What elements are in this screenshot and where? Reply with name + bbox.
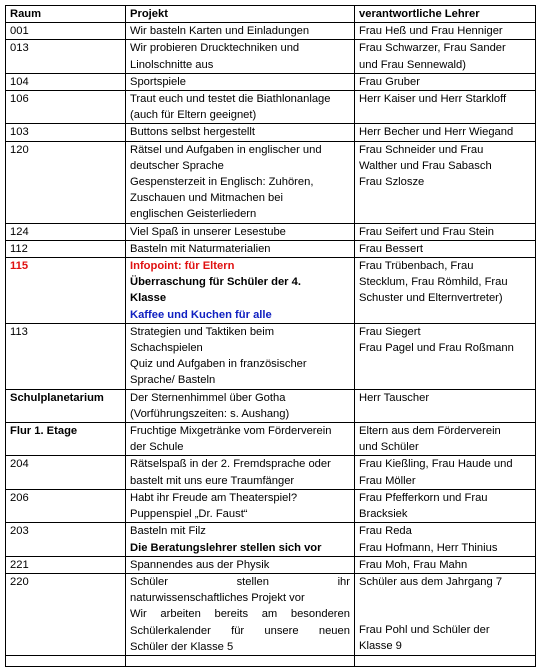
cell-lehrer — [355, 423, 536, 456]
table-row — [6, 23, 536, 40]
text-line: Bracksiek — [359, 508, 408, 521]
cell-lehrer — [355, 389, 536, 422]
text-line: bastelt mit uns eure Traumfänger — [130, 474, 295, 487]
table-row — [6, 141, 536, 223]
cell-projekt — [126, 40, 355, 73]
text-line: Quiz und Aufgaben in französischer — [130, 358, 307, 371]
table-row — [6, 489, 536, 522]
justified-line — [130, 606, 350, 622]
cell-projekt — [126, 523, 355, 556]
table-row — [6, 556, 536, 573]
text-line: Frau Szlosze — [359, 176, 425, 189]
cell-projekt — [126, 423, 355, 456]
text-line: Frau Pagel und Frau Roßmann — [359, 342, 514, 355]
table-row — [6, 40, 536, 73]
text-line: Puppenspiel „Dr. Faust“ — [130, 508, 248, 521]
cell-projekt — [126, 223, 355, 240]
table-row — [6, 423, 536, 456]
cell-lehrer — [355, 91, 536, 124]
cell-lehrer — [355, 523, 536, 556]
text-line: Traut euch und testet die Biathlonanlage — [130, 93, 331, 106]
cell-raum: 115 — [6, 258, 126, 324]
cell-lehrer — [355, 240, 536, 257]
text-line: Rätsel und Aufgaben in englischer und — [130, 143, 322, 156]
text-line: Frau Möller — [359, 474, 416, 487]
table-row-partial — [6, 655, 536, 666]
text-line: Habt ihr Freude am Theaterspiel? — [130, 491, 298, 504]
text-line: Viel Spaß in unserer Lesestube — [130, 225, 286, 238]
cell-lehrer — [355, 124, 536, 141]
header-row — [6, 6, 536, 23]
justified-line — [130, 574, 350, 590]
text-line: Die Beratungslehrer stellen sich vor — [130, 541, 322, 554]
cell-projekt — [126, 456, 355, 489]
header-raum: Raum — [6, 6, 126, 23]
text-line: deutscher Sprache — [130, 159, 224, 172]
word: Wir — [130, 608, 147, 621]
cell-raum: 106 — [6, 91, 126, 124]
text-line: Sportspiele — [130, 75, 186, 88]
text-line: Klasse — [130, 292, 167, 305]
cell-projekt — [126, 124, 355, 141]
justified-line — [130, 623, 350, 639]
text-line: Walther und Frau Sabasch — [359, 159, 492, 172]
text-line: Überraschung für Schüler der 4. — [130, 276, 301, 289]
text-line: Kaffee und Kuchen für alle — [130, 308, 272, 321]
text-line: Spannendes aus der Physik — [130, 558, 270, 571]
cell-raum: 221 — [6, 556, 126, 573]
table-row — [6, 73, 536, 90]
text-line: Sprache/ Basteln — [130, 374, 216, 387]
text-line: Schüler aus dem Jahrgang 7 — [359, 575, 503, 588]
table-row — [6, 523, 536, 556]
cell-lehrer — [355, 23, 536, 40]
text-line: Eltern aus dem Förderverein — [359, 425, 501, 438]
text-line: Buttons selbst hergestellt — [130, 126, 255, 139]
cell-lehrer — [355, 556, 536, 573]
table-row — [6, 240, 536, 257]
table-row — [6, 456, 536, 489]
cell-raum: 013 — [6, 40, 126, 73]
cell-raum: Flur 1. Etage — [6, 423, 126, 456]
word: neuen — [318, 624, 350, 637]
cell-lehrer — [355, 323, 536, 389]
spacer — [359, 590, 531, 606]
cell-lehrer — [355, 456, 536, 489]
word: besonderen — [290, 608, 350, 621]
text-line: Herr Kaiser und Herr Starkloff — [359, 93, 507, 106]
text-line: Frau Schwarzer, Frau Sander — [359, 42, 506, 55]
text-line: Frau Reda — [359, 525, 412, 538]
table-row — [6, 258, 536, 324]
text-line: Zuschauen und Mitmachen bei — [130, 192, 283, 205]
word: arbeiten — [160, 608, 201, 621]
text-line: der Schule — [130, 441, 184, 454]
cell-raum: 113 — [6, 323, 126, 389]
cell-raum: 103 — [6, 124, 126, 141]
text-line: Frau Pohl und Schüler der — [359, 624, 490, 637]
spacer — [359, 606, 531, 622]
cell-projekt — [126, 258, 355, 324]
header-projekt: Projekt — [126, 6, 355, 23]
cell-raum: 104 — [6, 73, 126, 90]
cell-projekt — [126, 240, 355, 257]
cell-raum: 206 — [6, 489, 126, 522]
word: am — [261, 608, 278, 621]
text-line: naturwissenschaftliches Projekt vor — [130, 592, 305, 605]
table-row — [6, 91, 536, 124]
cell-projekt — [126, 73, 355, 90]
text-line: Frau Heß und Frau Henniger — [359, 25, 503, 38]
text-line: Infopoint: für Eltern — [130, 260, 235, 273]
cell-projekt — [126, 556, 355, 573]
document-page — [5, 5, 535, 667]
text-line: Frau Gruber — [359, 75, 420, 88]
text-line: englischen Geisterliedern — [130, 208, 257, 221]
text-line: Frau Siegert — [359, 325, 421, 338]
text-line: Wir basteln Karten und Einladungen — [130, 25, 310, 38]
text-line: Klasse 9 — [359, 640, 402, 653]
word: Schülerkalender — [130, 624, 211, 637]
word: für — [231, 624, 245, 637]
table-row — [6, 223, 536, 240]
text-line: Basteln mit Naturmaterialien — [130, 242, 271, 255]
text-line: und Frau Sennewald) — [359, 58, 466, 71]
text-line: Schuster und Elternvertreter) — [359, 292, 503, 305]
project-table — [5, 5, 536, 667]
cell-lehrer — [355, 141, 536, 223]
text-line: Frau Seifert und Frau Stein — [359, 225, 494, 238]
header-lehrer: verantwortliche Lehrer — [355, 6, 536, 23]
word: unsere — [264, 624, 299, 637]
text-line: Fruchtige Mixgetränke vom Förderverein — [130, 425, 332, 438]
cell-raum: 120 — [6, 141, 126, 223]
text-line: Wir probieren Drucktechniken und — [130, 42, 300, 55]
text-line: Frau Trübenbach, Frau — [359, 260, 474, 273]
text-line: Strategien und Taktiken beim — [130, 325, 275, 338]
cell-lehrer — [355, 258, 536, 324]
cell-raum: 220 — [6, 573, 126, 655]
word: ihr — [337, 575, 350, 588]
cell-raum: 124 — [6, 223, 126, 240]
text-line: Frau Hofmann, Herr Thinius — [359, 541, 498, 554]
cell-projekt — [126, 323, 355, 389]
text-line: Herr Becher und Herr Wiegand — [359, 126, 514, 139]
word: bereits — [214, 608, 249, 621]
text-line: Stecklum, Frau Römhild, Frau — [359, 276, 508, 289]
cell-lehrer — [355, 489, 536, 522]
text-line: Frau Moh, Frau Mahn — [359, 558, 468, 571]
table-row — [6, 389, 536, 422]
word: stellen — [236, 575, 269, 588]
text-line: Schüler der Klasse 5 — [130, 640, 234, 653]
text-line: Gespensterzeit in Englisch: Zuhören, — [130, 176, 314, 189]
table-row — [6, 124, 536, 141]
text-line: und Schüler — [359, 441, 419, 454]
cell-projekt — [126, 23, 355, 40]
cell-raum: 203 — [6, 523, 126, 556]
text-line: Rätselspaß in der 2. Fremdsprache oder — [130, 458, 331, 471]
cell-lehrer — [355, 223, 536, 240]
text-line: (auch für Eltern geeignet) — [130, 109, 257, 122]
text-line: Basteln mit Filz — [130, 525, 206, 538]
cell-raum: 204 — [6, 456, 126, 489]
table-row — [6, 573, 536, 655]
word: Schüler — [130, 575, 168, 588]
cell-lehrer — [355, 40, 536, 73]
cell-projekt — [126, 573, 355, 655]
cell-lehrer — [355, 573, 536, 655]
cell-raum: 001 — [6, 23, 126, 40]
cell-projekt — [126, 141, 355, 223]
cell-empty — [6, 655, 126, 666]
cell-projekt — [126, 389, 355, 422]
cell-empty — [355, 655, 536, 666]
cell-projekt — [126, 91, 355, 124]
cell-projekt — [126, 489, 355, 522]
text-line: Frau Bessert — [359, 242, 424, 255]
text-line: Schachspielen — [130, 342, 203, 355]
text-line: Frau Kießling, Frau Haude und — [359, 458, 513, 471]
cell-raum: Schulplanetarium — [6, 389, 126, 422]
text-line: Linolschnitte aus — [130, 58, 214, 71]
cell-empty — [126, 655, 355, 666]
text-line: Frau Pfefferkorn und Frau — [359, 491, 488, 504]
text-line: (Vorführungszeiten: s. Aushang) — [130, 407, 290, 420]
text-line: Der Sternenhimmel über Gotha — [130, 391, 286, 404]
table-row — [6, 323, 536, 389]
text-line: Herr Tauscher — [359, 391, 430, 404]
cell-lehrer — [355, 73, 536, 90]
cell-raum: 112 — [6, 240, 126, 257]
text-line: Frau Schneider und Frau — [359, 143, 484, 156]
